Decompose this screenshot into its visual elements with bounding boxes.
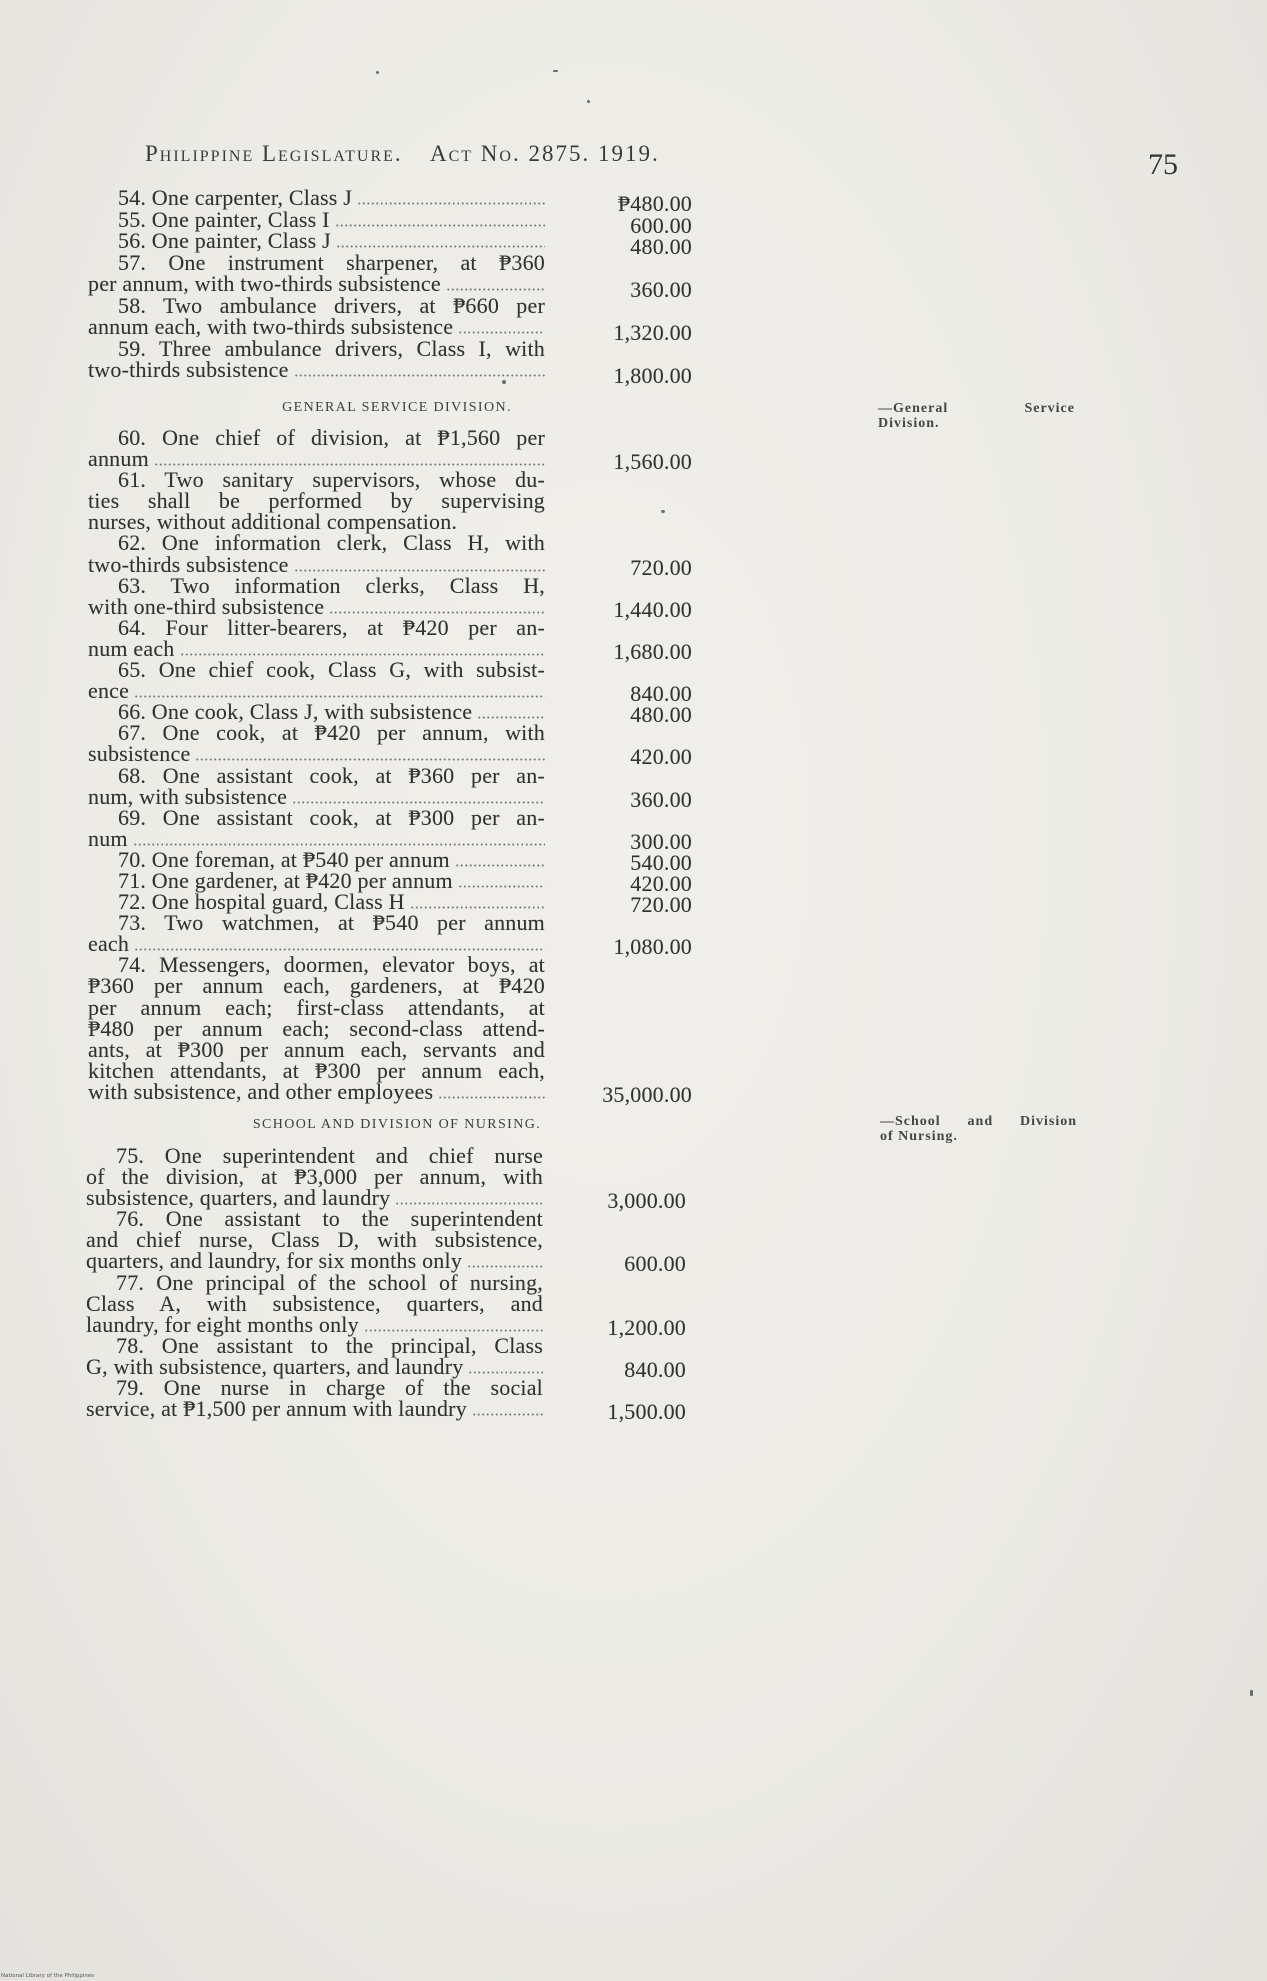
- dot-leader: [180, 653, 545, 656]
- entry-line: 60. One chief of division, at ₱1,560 per: [118, 425, 545, 450]
- entry-line: 63. Two information clerks, Class H,: [118, 572, 545, 598]
- entry-text: num each: [88, 635, 175, 661]
- entry-line: Class A, with subsistence, quarters, and: [86, 1290, 543, 1316]
- amount: 1,680.00: [613, 638, 692, 664]
- entry-text: 66. One cook, Class J, with subsistence: [118, 699, 473, 725]
- entry-66: [88, 699, 692, 728]
- appropriation-list-a: [88, 185, 692, 388]
- entry-line: 65. One chief cook, Class G, with subsist-: [118, 657, 545, 683]
- amount: 1,080.00: [613, 934, 692, 960]
- entry-text: ence: [88, 678, 130, 704]
- entry-line: [88, 635, 692, 664]
- amount: 300.00: [630, 828, 692, 854]
- entry-line: and chief nurse, Class D, with subsistence,: [86, 1227, 543, 1253]
- amount: 420.00: [630, 744, 692, 770]
- dot-leader: [294, 569, 545, 572]
- amount: 720.00: [630, 892, 692, 918]
- entry-56: [88, 228, 692, 259]
- dot-leader: [134, 948, 545, 951]
- amount: 540.00: [630, 849, 692, 875]
- margin-note-line: —General Service: [878, 401, 1075, 416]
- dot-leader: [455, 864, 545, 867]
- entry-text: num, with subsistence: [88, 783, 288, 809]
- entry-text: annum each, with two-thirds subsistence: [88, 314, 454, 339]
- paper-speck: [587, 100, 590, 103]
- amount: 840.00: [630, 681, 692, 707]
- entry-text: laundry, for eight months only: [86, 1311, 359, 1337]
- entry-line: [88, 446, 692, 475]
- entry-74: [88, 952, 692, 1107]
- dot-leader: [335, 224, 545, 227]
- page-number: 75: [1148, 148, 1178, 181]
- dot-leader: [410, 906, 545, 909]
- dot-leader: [438, 1096, 545, 1099]
- entry-69: [88, 804, 692, 854]
- amount: 420.00: [630, 870, 692, 896]
- entry-text: 70. One foreman, at ₱540 per annum: [118, 846, 450, 872]
- entry-text: subsistence: [88, 741, 191, 767]
- amount: 600.00: [630, 212, 692, 238]
- entry-line: [88, 678, 692, 707]
- dot-leader: [395, 1202, 543, 1205]
- amount: 1,440.00: [613, 596, 692, 622]
- entry-line: [86, 1396, 686, 1425]
- dot-leader: [294, 374, 545, 377]
- dot-leader: [134, 695, 545, 698]
- entry-76: [86, 1206, 686, 1277]
- amount: 480.00: [630, 702, 692, 728]
- amount: 35,000.00: [602, 1081, 692, 1107]
- dot-leader: [336, 245, 545, 248]
- entry-line: per annum each; first-class attendants, at: [88, 994, 545, 1020]
- entry-68: [88, 762, 692, 812]
- entry-text: 71. One gardener, at ₱420 per annum: [118, 867, 453, 893]
- entry-text: num: [88, 825, 128, 851]
- entry-line: 58. Two ambulance drivers, at ₱660 per: [118, 292, 545, 318]
- entry-60: [88, 425, 692, 475]
- dot-leader: [458, 331, 545, 334]
- entry-line: 62. One information clerk, Class H, with: [118, 530, 545, 556]
- amount: 480.00: [630, 234, 692, 259]
- margin-note: [878, 401, 1075, 431]
- amount: ₱480.00: [617, 191, 692, 216]
- entry-line: [88, 889, 692, 918]
- library-watermark: National Library of the Philippines: [1, 1973, 95, 1979]
- entry-line: 68. One assistant cook, at ₱360 per an-: [118, 762, 545, 788]
- running-head-act: Act No. 2875.: [430, 141, 591, 166]
- entry-70: [88, 846, 692, 875]
- entry-line: 78. One assistant to the principal, Class: [116, 1332, 543, 1358]
- entry-line: [88, 846, 692, 875]
- entry-line: 75. One superintendent and chief nurse: [116, 1143, 543, 1168]
- dot-leader: [468, 1371, 543, 1374]
- appropriation-list-b: [88, 425, 692, 1107]
- entry-line: [88, 185, 692, 216]
- amount: 1,320.00: [613, 320, 692, 345]
- entry-line: [88, 783, 692, 812]
- dot-leader: [472, 1413, 543, 1416]
- entry-line: [86, 1248, 686, 1277]
- entry-line: [88, 931, 692, 960]
- entry-line: ₱360 per annum each, gardeners, at ₱420: [88, 973, 545, 999]
- dot-leader: [446, 288, 545, 291]
- entry-text: 56. One painter, Class J: [118, 228, 331, 253]
- entry-text: 55. One painter, Class I: [118, 206, 330, 232]
- paper-speck: [1250, 1690, 1253, 1696]
- dot-leader: [292, 801, 545, 804]
- entry-62: [88, 530, 692, 580]
- amount: 600.00: [624, 1251, 686, 1277]
- entry-line: 74. Messengers, doormen, elevator boys, at: [118, 952, 545, 978]
- amount: 360.00: [630, 277, 692, 302]
- section-heading: GENERAL SERVICE DIVISION.: [282, 400, 512, 415]
- entry-line: [88, 1078, 692, 1107]
- entry-line: [88, 357, 692, 388]
- amount: 3,000.00: [607, 1188, 686, 1214]
- entry-line: 59. Three ambulance drivers, Class I, with: [118, 335, 545, 361]
- entry-line: [88, 741, 692, 770]
- entry-text: per annum, with two-thirds subsistence: [88, 271, 441, 296]
- entry-line: ants, at ₱300 per annum each, servants and: [88, 1036, 545, 1062]
- entry-text: annum: [88, 446, 149, 472]
- dot-leader: [477, 716, 545, 719]
- entry-line: 79. One nurse in charge of the social: [116, 1375, 543, 1401]
- entry-line: ₱480 per annum each; second-class attend-: [88, 1015, 545, 1041]
- dot-leader: [364, 1329, 543, 1332]
- entry-line: [88, 825, 692, 854]
- entry-text: 54. One carpenter, Class J: [118, 185, 353, 210]
- amount: 1,560.00: [613, 449, 692, 475]
- paper-speck: [376, 71, 379, 74]
- entry-line: [88, 551, 692, 580]
- entry-71: [88, 867, 692, 896]
- entry-55: [88, 206, 692, 238]
- entry-67: [88, 720, 692, 770]
- entry-line: nurses, without additional compensation.: [88, 509, 458, 535]
- entry-line: [88, 593, 692, 622]
- entry-line: ties shall be performed by supervising: [88, 488, 545, 514]
- entry-58: [88, 292, 692, 345]
- entry-text: two-thirds subsistence: [88, 357, 289, 382]
- entry-text: G, with subsistence, quarters, and laundry: [86, 1353, 464, 1379]
- margin-note-line: —School and Division: [880, 1114, 1077, 1129]
- section-heading: SCHOOL AND DIVISION OF NURSING.: [252, 1117, 542, 1132]
- entry-line: [88, 867, 692, 896]
- dot-leader: [357, 202, 545, 205]
- entry-line: [86, 1185, 686, 1214]
- running-head-title: Philippine Legislature.: [145, 141, 403, 166]
- amount: 720.00: [630, 554, 692, 580]
- appropriation-list-c: [86, 1143, 686, 1425]
- entry-61: [88, 467, 692, 535]
- entry-text: 72. One hospital guard, Class H: [118, 889, 405, 915]
- entry-line: 73. Two watchmen, at ₱540 per annum: [118, 910, 545, 936]
- entry-72: [88, 889, 692, 918]
- entry-73: [88, 910, 692, 960]
- paper-speck: [553, 70, 558, 72]
- amount: 1,500.00: [607, 1399, 686, 1425]
- entry-line: [88, 699, 692, 728]
- entry-text: each: [88, 931, 130, 957]
- entry-line: [86, 1353, 686, 1382]
- dot-leader: [329, 611, 545, 614]
- entry-64: [88, 614, 692, 664]
- entry-54: [88, 185, 692, 216]
- entry-line: 76. One assistant to the superintendent: [116, 1206, 543, 1232]
- entry-line: 61. Two sanitary supervisors, whose du-: [118, 467, 545, 493]
- entry-line: of the division, at ₱3,000 per annum, with: [86, 1164, 543, 1190]
- entry-line: 67. One cook, at ₱420 per annum, with: [118, 720, 545, 746]
- entry-text: quarters, and laundry, for six months only: [86, 1248, 463, 1274]
- amount: 1,800.00: [613, 363, 692, 388]
- running-head-year: 1919.: [598, 141, 660, 166]
- margin-note-line: Division.: [878, 416, 940, 431]
- margin-note-line: of Nursing.: [880, 1129, 958, 1144]
- entry-text: with one-third subsistence: [88, 593, 325, 619]
- entry-59: [88, 335, 692, 388]
- entry-79: [86, 1375, 686, 1425]
- paper-speck: [502, 380, 506, 384]
- paper-speck: [661, 510, 665, 513]
- entry-text: with subsistence, and other employees: [88, 1078, 434, 1104]
- entry-77: [86, 1269, 686, 1340]
- entry-line: 69. One assistant cook, at ₱300 per an-: [118, 804, 545, 830]
- entry-line: [88, 314, 692, 345]
- entry-line: 77. One principal of the school of nursing,: [116, 1269, 543, 1295]
- entry-text: service, at ₱1,500 per annum with laundry: [86, 1396, 467, 1422]
- entry-line: 64. Four litter-bearers, at ₱420 per an-: [118, 614, 545, 640]
- entry-text: subsistence, quarters, and laundry: [86, 1185, 391, 1211]
- dot-leader: [467, 1265, 543, 1268]
- entry-line: [88, 206, 692, 238]
- entry-65: [88, 657, 692, 707]
- entry-line: [88, 228, 692, 259]
- entry-63: [88, 572, 692, 622]
- dot-leader: [154, 463, 545, 466]
- amount: 1,200.00: [607, 1314, 686, 1340]
- entry-line: kitchen attendants, at ₱300 per annum each,: [88, 1057, 545, 1083]
- entry-75: [86, 1143, 686, 1214]
- entry-78: [86, 1332, 686, 1382]
- entry-text: two-thirds subsistence: [88, 551, 289, 577]
- entry-line: [86, 1311, 686, 1340]
- dot-leader: [133, 843, 545, 846]
- entry-line: 57. One instrument sharpener, at ₱360: [118, 249, 545, 275]
- amount: 840.00: [624, 1356, 686, 1382]
- entry-57: [88, 249, 692, 302]
- dot-leader: [458, 885, 545, 888]
- margin-note: [880, 1114, 1077, 1144]
- entry-line: [88, 271, 692, 302]
- dot-leader: [195, 758, 545, 761]
- amount: 360.00: [630, 786, 692, 812]
